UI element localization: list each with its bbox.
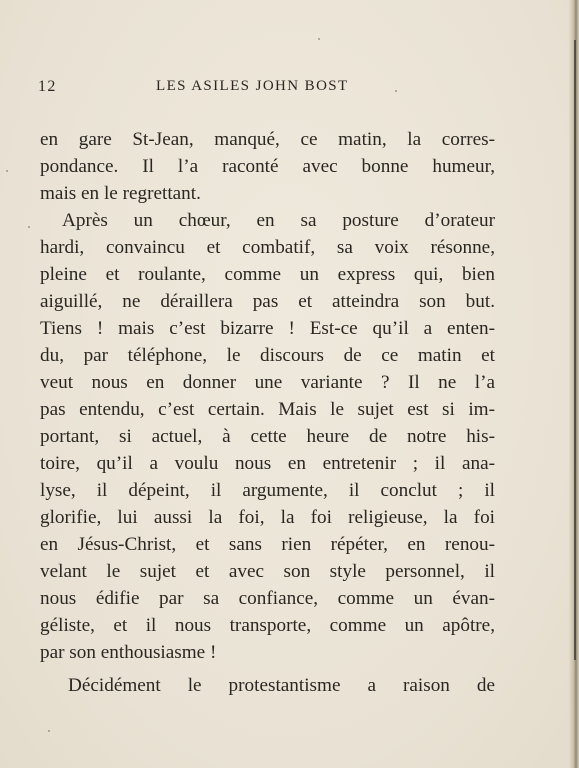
page-edge-shadow [574,40,576,660]
page-number: 12 [38,78,57,95]
text-line: nous édifie par sa confiance, comme un évan- [40,588,495,609]
text-line: Tiens ! mais c’est bizarre ! Est-ce qu’il a enten- [40,318,495,339]
paper-speck [48,730,50,732]
text-line: portant, si actuel, à cette heure de notre his- [40,426,495,447]
text-line: du, par téléphone, le discours de ce matin et [40,345,495,366]
text-line: pondance. Il l’a raconté avec bonne humeur, [40,156,495,177]
text-line: hardi, convaincu et combatif, sa voix résonne, [40,237,495,258]
paper-speck [6,170,8,172]
text-line: en gare St-Jean, manqué, ce matin, la corres- [40,129,495,150]
text-line: veut nous en donner une variante ? Il ne l’a [40,372,495,393]
text-line: glorifie, lui aussi la foi, la foi religieuse, la foi [40,507,495,528]
text-line: mais en le regrettant. [40,183,201,204]
text-line: pleine et roulante, comme un express qui, bien [40,264,495,285]
text-line: aiguillé, ne déraillera pas et atteindra son but. [40,291,495,312]
paper-speck [395,90,397,92]
text-line: pas entendu, c’est certain. Mais le sujet est si im- [40,399,495,420]
paper-speck [318,38,320,40]
text-line: en Jésus-Christ, et sans rien répéter, en renou- [40,534,495,555]
text-line: par son enthousiasme ! [40,642,217,663]
text-line: velant le sujet et avec son style personnel, il [40,561,495,582]
text-line: lyse, il dépeint, il argumente, il conclut ; il [40,480,495,501]
text-line: géliste, et il nous transporte, comme un apôtre, [40,615,495,636]
text-line: Décidément le protestantisme a raison de [68,675,495,696]
text-line: toire, qu’il a voulu nous en entretenir ; il ana- [40,453,495,474]
paper-speck [28,226,30,228]
running-title: LES ASILES JOHN BOST [156,78,349,94]
text-line: Après un chœur, en sa posture d’orateur [62,210,495,231]
running-header [38,78,508,100]
